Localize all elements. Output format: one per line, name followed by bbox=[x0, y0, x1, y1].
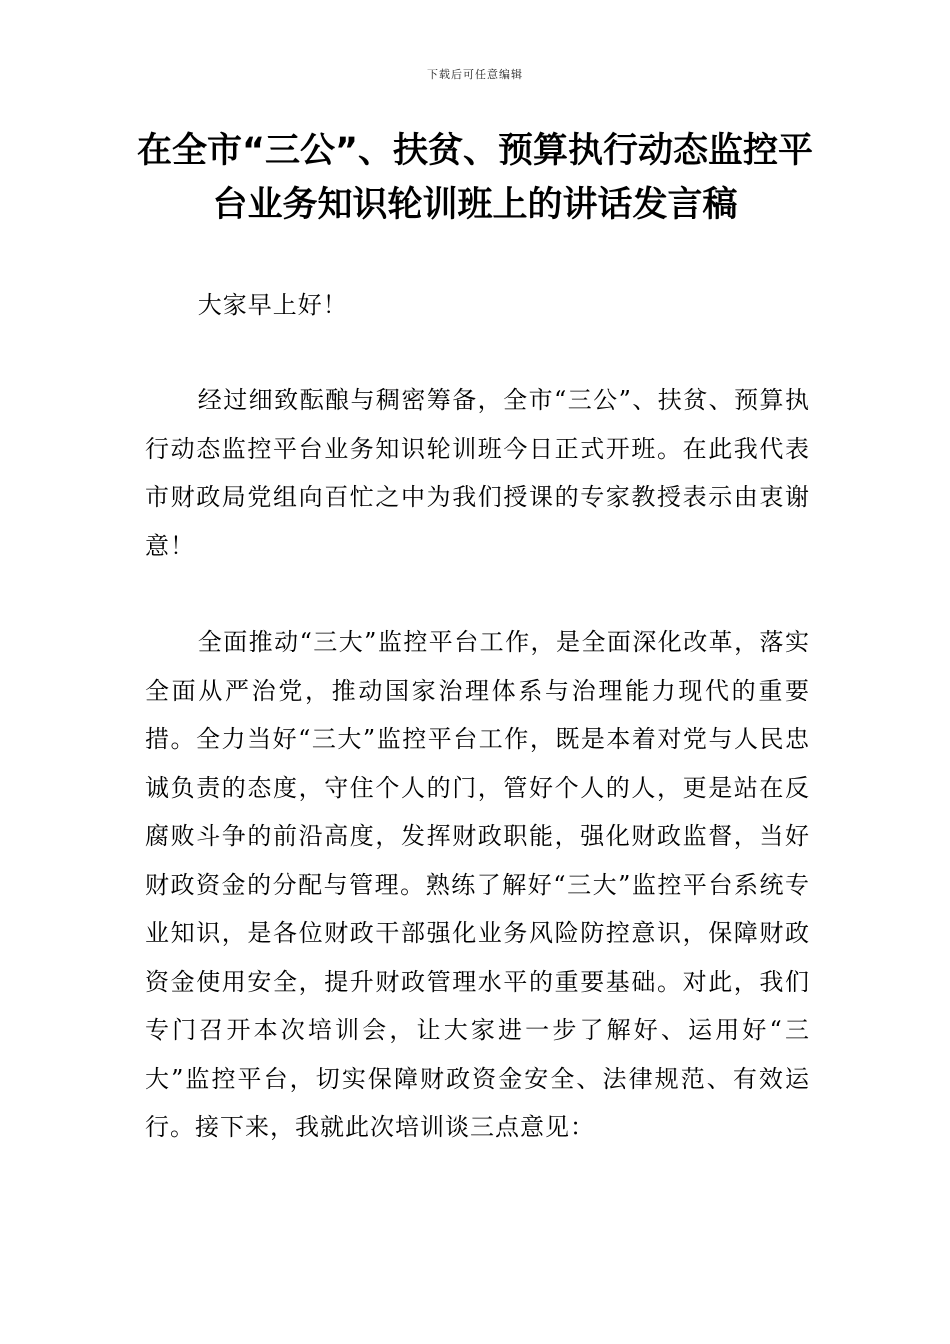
header-note: 下载后可任意编辑 bbox=[427, 68, 523, 81]
body-paragraph: 全面推动“三大”监控平台工作，是全面深化改革，落实全面从严治党，推动国家治理体系与治理能力现代的重要措。全力当好“三大”监控平台工作，既是本着对党与人民忠诚负责的态度，守住个人的门，管好个人的人，更是站在反腐败斗争的前沿高度，发挥财政职能，强化财政监督，当好财政资金的分配与管理。熟练了解好“三大”监控平台系统专业知识，是各位财政干部强化业务风险防控意识，保障财政资金使用安全，提升财政管理水平的重要基础。对此，我们专门召开本次培训会，让大家进一步了解好、运用好“三大”监控平台，切实保障财政资金安全、法律规范、有效运行。接下来，我就此次培训谈三点意见： bbox=[145, 628, 810, 1141]
greeting-paragraph: 大家早上好！ bbox=[197, 291, 348, 319]
opening-paragraph: 经过细致酝酿与稠密筹备，全市“三公”、扶贫、预算执行动态监控平台业务知识轮训班今日正式开班。在此我代表市财政局党组向百忙之中为我们授课的专家教授表示由衷谢意！ bbox=[145, 386, 810, 560]
document-title: 在全市“三公”、扶贫、预算执行动态监控平台业务知识轮训班上的讲话发言稿 bbox=[136, 131, 813, 225]
